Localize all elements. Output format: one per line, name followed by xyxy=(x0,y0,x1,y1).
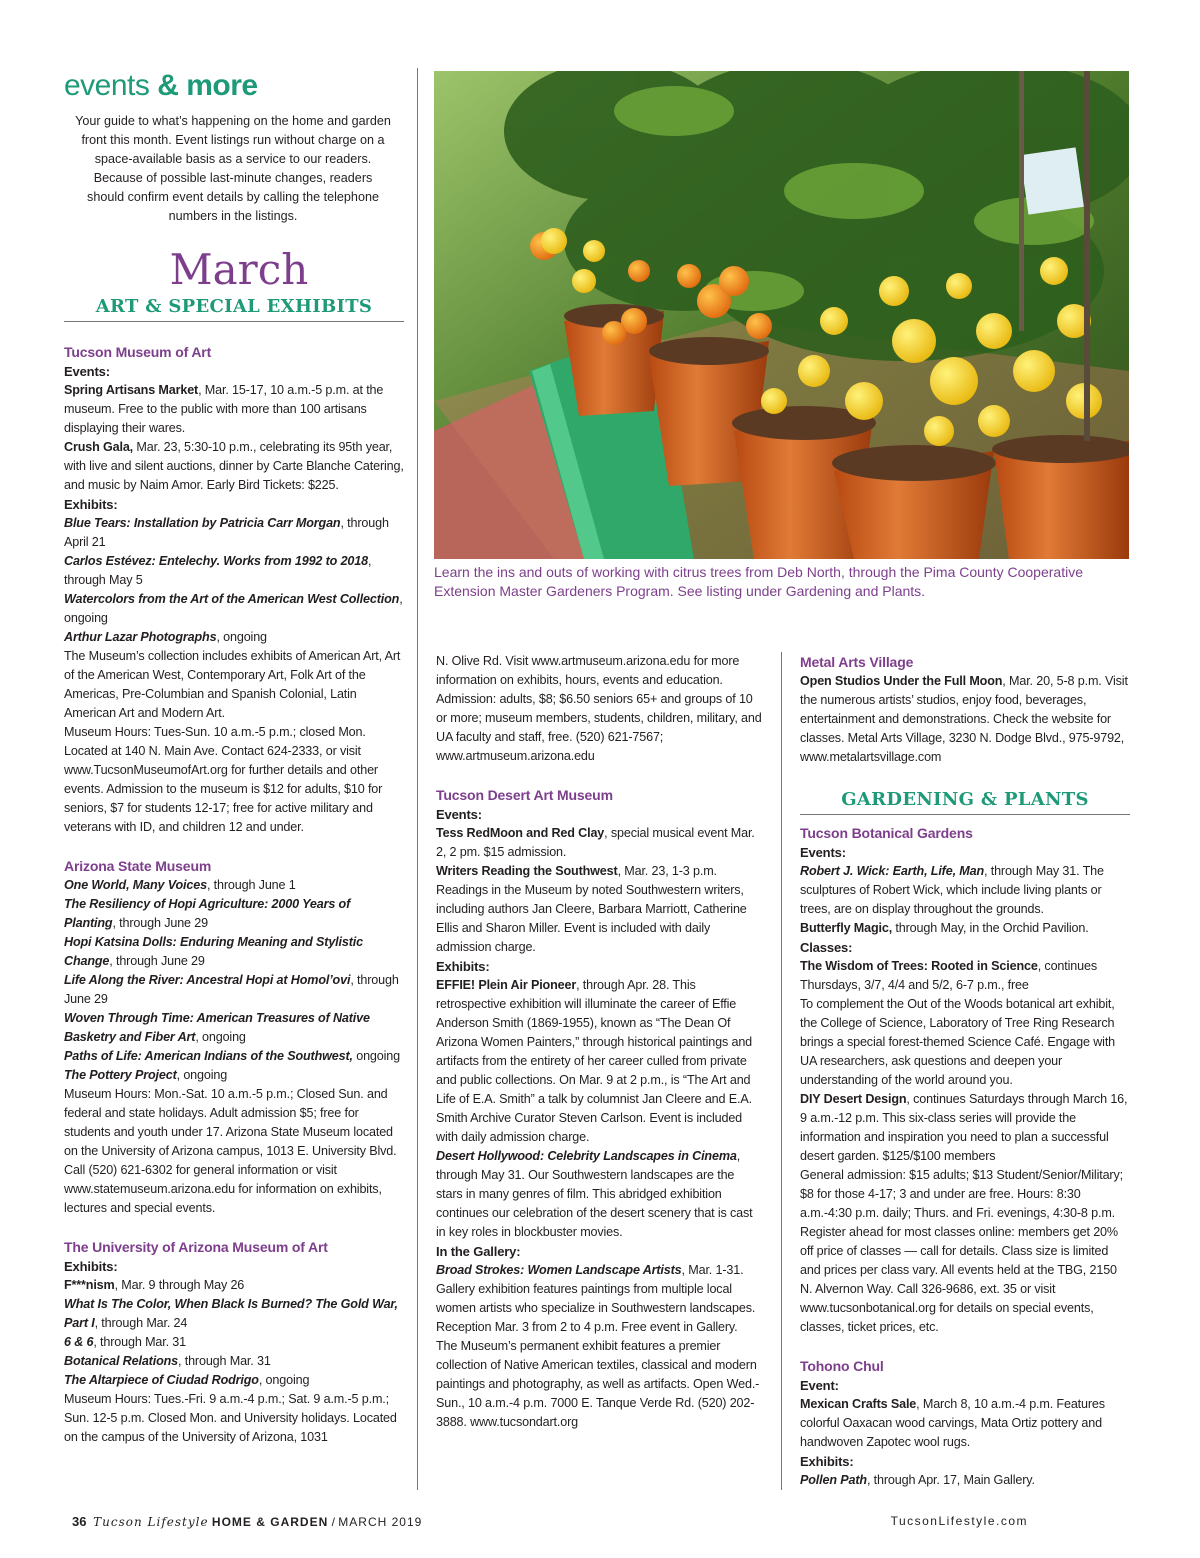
right-column xyxy=(800,652,1130,1490)
listing-line: Life Along the River: Ancestral Hopi at Homol’ovi, through June 29 xyxy=(64,973,399,1006)
listing-line: The Wisdom of Trees: Rooted in Science, continues Thursdays, 3/7, 4/4 and 5/2, 6-7 p.m., free xyxy=(800,959,1097,992)
listing-line: The Museum’s permanent exhibit features a premier collection of Native American textiles, classical and modern paintings and photography, as well as artifacts. Open Wed.-Sun., 10 a.m.-4 p.m. 7000 E. Tanque Verde Rd. (520) 202-3888. www.tucsondart.org xyxy=(436,1339,760,1429)
venue-title: Metal Arts Village xyxy=(800,654,914,670)
listing-line: Events: xyxy=(436,807,482,822)
listing-line: Events: xyxy=(64,364,110,379)
issue-date: MARCH 2019 xyxy=(338,1515,423,1529)
listing-tucson-desert-art-museum xyxy=(436,785,764,1432)
month-title: March xyxy=(169,245,309,294)
listing-line: One World, Many Voices, through June 1 xyxy=(64,878,296,892)
listing-line: What Is The Color, When Black Is Burned? The Gold War, Part I, through Mar. 24 xyxy=(64,1297,398,1330)
photo-caption: Learn the ins and outs of working with citrus trees from Deb North, through the Pima County Cooperative Extension Master Gardeners Program. See listing under Gardening and Plants. xyxy=(434,564,1083,599)
listing-line: The Resiliency of Hopi Agriculture: 2000 Years of Planting, through June 29 xyxy=(64,897,351,930)
left-column xyxy=(64,68,404,1447)
listing-line: Paths of Life: American Indians of the Southwest, ongoing xyxy=(64,1049,400,1063)
listing-line: Events: xyxy=(800,845,846,860)
listing-line: Watercolors from the Art of the American West Collection, ongoing xyxy=(64,592,403,625)
venue-title: The University of Arizona Museum of Art xyxy=(64,1239,328,1255)
listing-line: Museum Hours: Tues.-Fri. 9 a.m.-4 p.m.; Sat. 9 a.m.-5 p.m.; Sun. 12-5 p.m. Closed Mon. and University holidays. Located on the campus of the University of Arizona, 1031 xyxy=(64,1392,397,1444)
listing-line: Writers Reading the Southwest, Mar. 23, 1-3 p.m. Readings in the Museum by noted Southwestern writers, including authors Jan Cleere, Barbara Marriott, Catherine Ellis and Sharon Miller. Event is included with daily admission charge. xyxy=(436,864,747,954)
listing-line: Botanical Relations, through Mar. 31 xyxy=(64,1354,271,1368)
venue-title: Tucson Museum of Art xyxy=(64,344,212,360)
listing-line: The Altarpiece of Ciudad Rodrigo, ongoing xyxy=(64,1373,310,1387)
events-heading: events & more xyxy=(64,69,258,102)
listing-line: Butterfly Magic, through May, in the Orchid Pavilion. xyxy=(800,921,1089,935)
listing-line: Classes: xyxy=(800,940,853,955)
listing-line: Woven Through Time: American Treasures of Native Basketry and Fiber Art, ongoing xyxy=(64,1011,370,1044)
column-divider xyxy=(417,68,418,1490)
listing-tohono-chul xyxy=(800,1356,1130,1490)
listing-arizona-state-museum xyxy=(64,856,404,1218)
listing-line: In the Gallery: xyxy=(436,1244,521,1259)
listing-tucson-botanical-gardens xyxy=(800,823,1130,1337)
page-number: 36 xyxy=(72,1514,87,1529)
venue-title: Tucson Botanical Gardens xyxy=(800,825,973,841)
citrus-trees-photo xyxy=(434,71,1129,559)
listing-line: The Museum’s collection includes exhibits of American Art, Art of the American West, Contemporary Art, Folk Art of the Americas, Pre-Columbian and Spanish Colonial, Latin American Art and Modern Art. xyxy=(64,649,401,720)
listing-ua-museum-continued xyxy=(436,652,764,766)
listing-line: Museum Hours: Tues-Sun. 10 a.m.-5 p.m.; closed Mon. Located at 140 N. Main Ave. Contact 624-2333, or visit www.TucsonMuseumofArt.org for further details and other events. Admission to the museum is $12 for adults, $10 for seniors, $7 for students 12-17; free for active military and veterans with ID, and children 12 and under. xyxy=(64,725,383,834)
listing-line: Crush Gala, Mar. 23, 5:30-10 p.m., celebrating its 95th year, with live and silent auctions, dinner by Carte Blanche Catering, and music by Naim Amor. Early Bird Tickets: $225. xyxy=(64,440,404,492)
listing-line: N. Olive Rd. Visit www.artmuseum.arizona.edu for more information on exhibits, hours, events and education. Admission: adults, $8; $6.50 seniors 65+ and groups of 10 or more; museum members, students, children, military, and UA faculty and staff, free. (520) 621-7567; www.artmuseum.arizona.edu xyxy=(436,654,762,763)
listing-line: Carlos Estévez: Entelechy. Works from 1992 to 2018, through May 5 xyxy=(64,554,372,587)
listing-line: Exhibits: xyxy=(64,497,118,512)
listing-line: EFFIE! Plein Air Pioneer, through Apr. 28. This retrospective exhibition will illuminate the career of Effie Anderson Smith (1869-1955), known as “The Dean Of Arizona Women Painters,” through historical paintings and artifacts from the entirety of her career culled from private and public collections. On Mar. 9 at 2 p.m., is “The Art and Life of E.A. Smith” a talk by columnist Jan Cleere and E.A. Smith Archive Curator Steven Carlson. Event is included with daily admission charge. xyxy=(436,978,753,1144)
listing-line: Museum Hours: Mon.-Sat. 10 a.m.-5 p.m.; Closed Sun. and federal and state holidays. Adult admission $5; free for students and youth under 17. Arizona State Museum located on the University of Arizona campus, 1013 E. University Blvd. Call (520) 621-6302 for general information or visit www.statemuseum.arizona.edu for information on exhibits, lectures and special events. xyxy=(64,1087,397,1215)
site-url[interactable]: TucsonLifestyle.com xyxy=(890,1514,1028,1528)
section-title-gardening: GARDENING & PLANTS xyxy=(800,789,1130,815)
listing-metal-arts-village xyxy=(800,652,1130,767)
listing-line: Exhibits: xyxy=(800,1454,854,1469)
listing-line: Open Studios Under the Full Moon, Mar. 20, 5-8 p.m. Visit the numerous artists’ studios, enjoy food, beverages, entertainment and demonstrations. Check the website for classes. Metal Arts Village, 3230 N. Dodge Blvd., 975-9792, www.metalartsvillage.com xyxy=(800,674,1128,764)
section-title-art: ART & SPECIAL EXHIBITS xyxy=(64,296,404,322)
listing-line: To complement the Out of the Woods botanical art exhibit, the College of Science, Laboratory of Tree Ring Research brings a special forest-themed Science Café. Engage with UA researchers, ask questions and deepen your understanding of the world around you. xyxy=(800,997,1116,1087)
listing-line: Robert J. Wick: Earth, Life, Man, through May 31. The sculptures of Robert Wick, which include living plants or trees, are on display throughout the grounds. xyxy=(800,864,1104,916)
listing-ua-museum-of-art xyxy=(64,1237,404,1447)
listing-line: Exhibits: xyxy=(64,1259,118,1274)
venue-title: Tohono Chul xyxy=(800,1358,884,1374)
page-footer: 36 Tucson Lifestyle HOME & GARDEN / MARCH 2019 xyxy=(72,1514,423,1529)
listing-line: Pollen Path, through Apr. 17, Main Gallery. xyxy=(800,1473,1035,1487)
listing-line: Event: xyxy=(800,1378,839,1393)
magazine-name: Tucson Lifestyle xyxy=(93,1515,209,1529)
listing-line: Desert Hollywood: Celebrity Landscapes in Cinema, through May 31. Our Southwestern landscapes are the stars in many genres of film. This abridged exhibition continues our celebration of the desert scenery that is cast in key roles in blockbuster movies. xyxy=(436,1149,753,1239)
venue-title: Tucson Desert Art Museum xyxy=(436,787,613,803)
column-divider xyxy=(781,652,782,1490)
magazine-section: HOME & GARDEN xyxy=(211,1515,329,1529)
listing-line: The Pottery Project, ongoing xyxy=(64,1068,228,1082)
listing-line: Tess RedMoon and Red Clay, special musical event Mar. 2, 2 pm. $15 admission. xyxy=(436,826,755,859)
listing-line: Broad Strokes: Women Landscape Artists, Mar. 1-31. Gallery exhibition features paintings from multiple local women artists who specialize in Southwestern landscapes. Reception Mar. 3 from 2 to 4 p.m. Free event in Gallery. xyxy=(436,1263,756,1334)
listing-line: 6 & 6, through Mar. 31 xyxy=(64,1335,187,1349)
listing-tucson-museum-of-art xyxy=(64,342,404,837)
listing-line: Exhibits: xyxy=(436,959,490,974)
listing-line: Mexican Crafts Sale, March 8, 10 a.m.-4 p.m. Features colorful Oaxacan wood carvings, Mata Ortiz pottery and handwoven Zapotec wool rugs. xyxy=(800,1397,1105,1449)
intro-text: Your guide to what’s happening on the home and garden front this month. Event listings run without charge on a space-available basis as a service to our readers. Because of possible last-minute changes, readers should confirm event details by calling the telephone numbers in the listings. xyxy=(75,114,391,223)
listing-line: Blue Tears: Installation by Patricia Carr Morgan, through April 21 xyxy=(64,516,389,549)
middle-column xyxy=(436,652,764,1432)
listing-line: Arthur Lazar Photographs, ongoing xyxy=(64,630,267,644)
citrus-illustration xyxy=(434,71,1129,559)
listing-line: F***nism, Mar. 9 through May 26 xyxy=(64,1278,245,1292)
listing-line: DIY Desert Design, continues Saturdays through March 16, 9 a.m.-12 p.m. This six-class series will provide the information and inspiration you need to plan a successful desert garden. $125/$100 members xyxy=(800,1092,1128,1163)
listing-line: Spring Artisans Market, Mar. 15-17, 10 a.m.-5 p.m. at the museum. Free to the public with more than 100 artisans displaying their wares. xyxy=(64,383,384,435)
venue-title: Arizona State Museum xyxy=(64,858,212,874)
listing-line: Hopi Katsina Dolls: Enduring Meaning and Stylistic Change, through June 29 xyxy=(64,935,363,968)
listing-line: General admission: $15 adults; $13 Student/Senior/Military; $8 for those 4-17; 3 and under are free. Hours: 8:30 a.m.-4:30 p.m. daily; Thurs. and Fri. evenings, 4:30-8 p.m. Register ahead for most classes online: members get 20% off price of classes — call for details. Class size is limited and prices per class vary. All events held at the TBG, 2150 N. Alvernon Way. Call 326-9686, ext. 35 or visit www.tucsonbotanical.org for details on special events, classes, ticket prices, etc. xyxy=(800,1168,1123,1334)
